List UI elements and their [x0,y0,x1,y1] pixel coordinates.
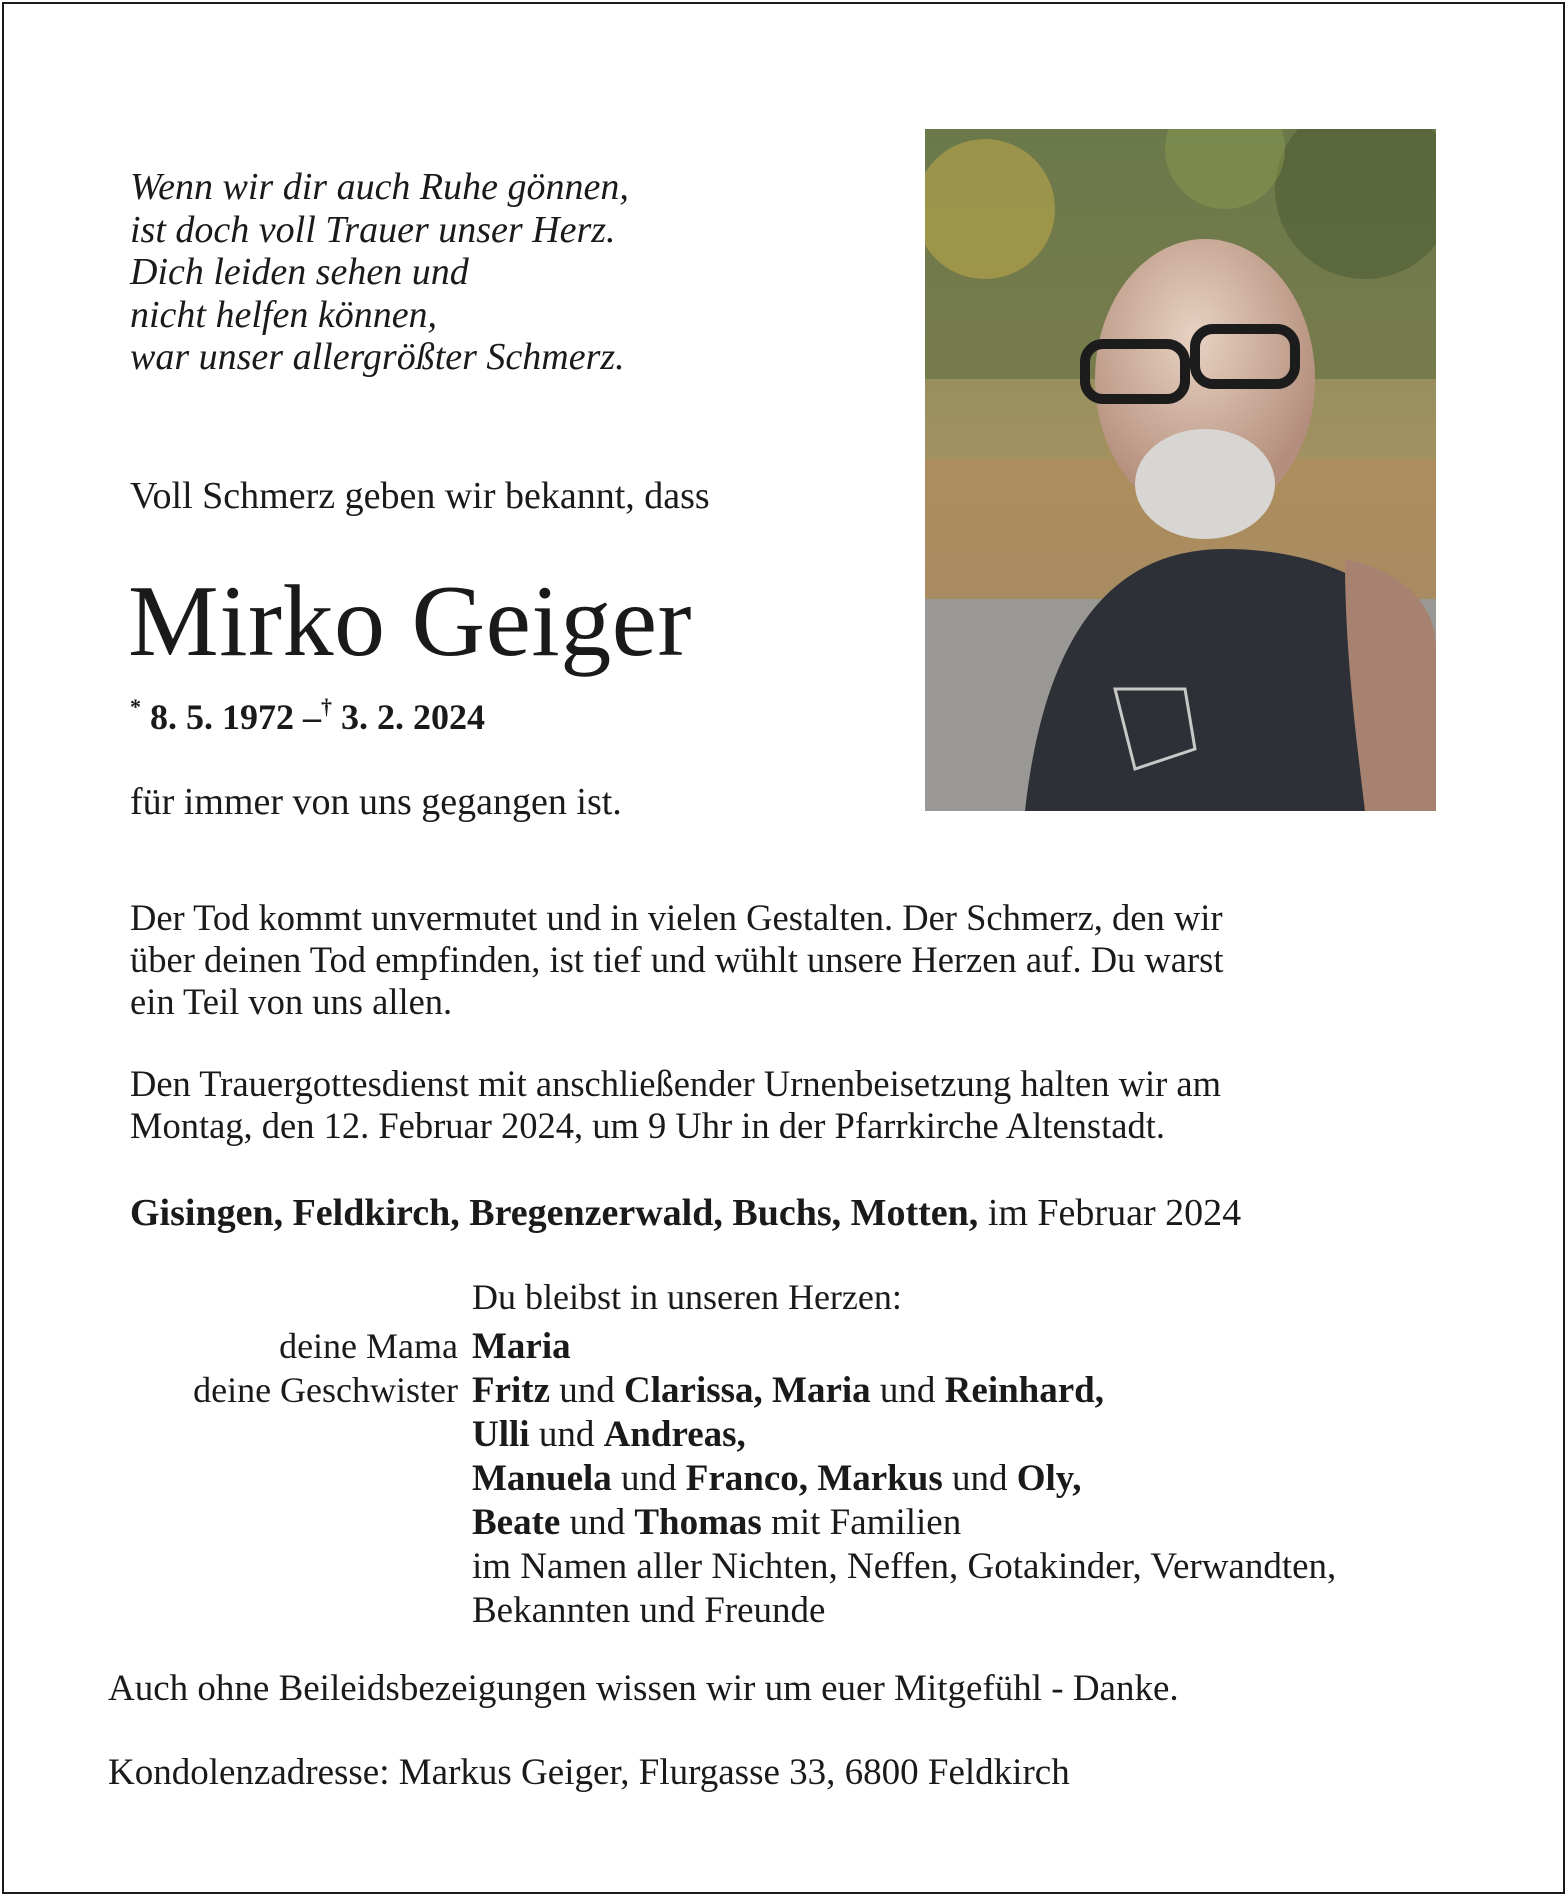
condolence-address: Kondolenzadresse: Markus Geiger, Flurgasse 33, 6800 Feldkirch [108,1752,1070,1793]
memorial-poem [130,166,629,379]
date-separator: – [303,697,321,737]
friends-line: Bekannten und Freunde [472,1590,826,1631]
sibling-name: Beate [472,1502,561,1543]
mama-label: deine Mama [279,1326,458,1366]
siblings-line-2 [472,1413,746,1456]
paragraph-line: Montag, den 12. Februar 2024, um 9 Uhr in der Pfarrkirche Altenstadt. [130,1105,1165,1146]
birth-date: 8. 5. 1972 [150,697,294,737]
conjunction: und [559,1370,615,1411]
conjunction: und [879,1370,936,1411]
condolence-paragraph [130,897,1460,1023]
sibling-name: Franco, [685,1458,809,1499]
passed-away-text: für immer von uns gegangen ist. [130,781,622,823]
sibling-name: Maria [772,1370,871,1411]
paragraph-line: Den Trauergottesdienst mit anschließender Urnenbeisetzung halten wir am [130,1063,1222,1104]
conjunction: und [538,1414,595,1455]
conjunction: und [569,1502,626,1543]
portrait-illustration [925,129,1436,811]
siblings-line-3 [472,1457,1082,1500]
deceased-name: Mirko Geiger [128,565,693,678]
sibling-name: Fritz [472,1370,551,1411]
paragraph-line: über deinen Tod empfinden, ist tief und wühlt unsere Herzen auf. Du warst [130,939,1224,980]
poem-line: ist doch voll Trauer unser Herz. [130,208,616,251]
siblings-line-1 [472,1369,1104,1412]
places-list: Gisingen, Feldkirch, Bregenzerwald, Buchs, Motten, [130,1192,979,1234]
sibling-name: Clarissa, [624,1370,763,1411]
mama-name: Maria [472,1326,571,1367]
poem-line: war unser allergrößter Schmerz. [130,336,625,378]
sibling-name: Ulli [472,1414,530,1455]
death-symbol: † [321,694,332,719]
poem-line: Dich leiden sehen und [130,251,469,293]
closing-phrase: Du bleibst in unseren Herzen: [472,1277,902,1317]
mama-name-line [472,1325,571,1368]
portrait-photo [925,129,1436,811]
month-year: im Februar 2024 [978,1192,1242,1234]
death-date: 3. 2. 2024 [341,697,485,737]
with-families-text: mit Familien [771,1502,962,1543]
siblings-label: deine Geschwister [193,1370,458,1410]
intro-text: Voll Schmerz geben wir bekannt, dass [130,475,710,517]
relatives-line: im Namen aller Nichten, Neffen, Gotakinder, Verwandten, [472,1546,1337,1587]
sibling-name: Markus [817,1458,943,1499]
paragraph-line: ein Teil von uns allen. [130,981,453,1022]
poem-line: Wenn wir dir auch Ruhe gönnen, [130,166,629,208]
paragraph-line: Der Tod kommt unvermutet und in vielen Gestalten. Der Schmerz, den wir [130,897,1223,938]
conjunction: und [951,1458,1008,1499]
sibling-name: Manuela [472,1458,612,1499]
thanks-text: Auch ohne Beileidsbezeigungen wissen wir um euer Mitgefühl - Danke. [108,1668,1179,1709]
sibling-name: Thomas [634,1502,762,1543]
places-date-line [130,1191,1241,1235]
poem-line: nicht helfen können, [130,293,438,336]
life-dates [130,696,485,738]
birth-symbol: * [130,694,141,719]
sibling-name: Oly, [1016,1458,1082,1499]
funeral-service-paragraph [130,1063,1460,1147]
sibling-name: Reinhard, [944,1370,1104,1411]
conjunction: und [621,1458,677,1499]
sibling-name: Andreas, [603,1414,746,1455]
siblings-line-4 [472,1501,961,1544]
